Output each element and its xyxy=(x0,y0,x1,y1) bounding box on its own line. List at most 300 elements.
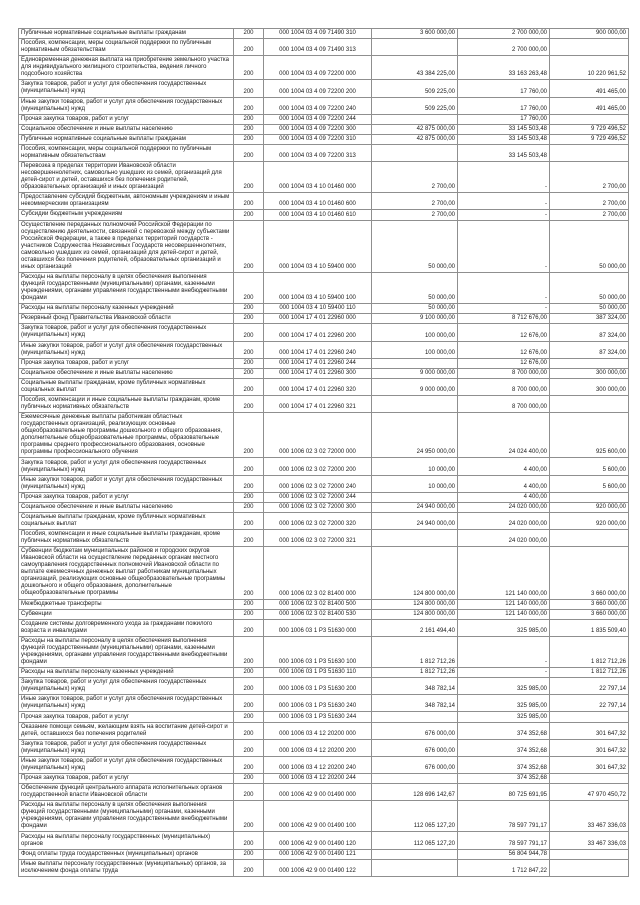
approved-amount-cell: 50 000,00 xyxy=(372,272,458,303)
approved-amount-cell xyxy=(372,492,458,502)
budget-code-cell: 000 1006 42 9 00 01490 122 xyxy=(264,859,372,876)
budget-code-cell: 000 1004 03 4 10 01460 000 xyxy=(264,162,372,193)
executed-amount-cell: 374 352,68 xyxy=(458,739,550,756)
budget-code-cell: 000 1006 03 4 12 20200 244 xyxy=(264,773,372,783)
expense-type-code-cell: 200 xyxy=(234,144,264,161)
expense-type-code-cell: 200 xyxy=(234,722,264,739)
row-name-cell: Перевозка в пределах территории Ивановской области несовершеннолетних, самовольно ушедших из семей, организаций для детей-сирот и детей, оставшихся без попечения родителей, образовательных организаций и иных организаций xyxy=(19,162,234,193)
unexecuted-amount-cell xyxy=(550,530,629,547)
expense-type-code-cell: 200 xyxy=(234,636,264,667)
table-row xyxy=(19,784,629,801)
table-row xyxy=(19,80,629,97)
table-row xyxy=(19,636,629,667)
unexecuted-amount-cell: 22 797,14 xyxy=(550,678,629,695)
table-row xyxy=(19,832,629,849)
row-name-cell: Осуществление переданных полномочий Российской Федерации по осуществлению деятельности, связанной с перевозкой между субъектами Российской Федерации, а также в пределах территорий государств - участников Содружества Независимых Государств несовершеннолетних, самовольно ушедших из семей, организаций для детей-сирот и детей, оставшихся без попечения родителей, образовательных организаций и иных организаций xyxy=(19,220,234,272)
unexecuted-amount-cell: 2 700,00 xyxy=(550,210,629,220)
expense-type-code-cell: 200 xyxy=(234,695,264,712)
unexecuted-amount-cell: 301 647,32 xyxy=(550,739,629,756)
unexecuted-amount-cell: 50 000,00 xyxy=(550,304,629,314)
approved-amount-cell xyxy=(372,712,458,722)
budget-code-cell: 000 1004 17 4 01 22960 320 xyxy=(264,378,372,395)
row-name-cell: Прочая закупка товаров, работ и услуг xyxy=(19,114,234,124)
approved-amount-cell: 2 700,00 xyxy=(372,162,458,193)
approved-amount-cell: 509 225,00 xyxy=(372,80,458,97)
row-name-cell: Социальное обеспечение и иные выплаты населению xyxy=(19,368,234,378)
executed-amount-cell: 2 700 000,00 xyxy=(458,29,550,39)
budget-code-cell: 000 1006 03 1 P3 51630 244 xyxy=(264,712,372,722)
table-row xyxy=(19,756,629,773)
unexecuted-amount-cell: 300 000,00 xyxy=(550,368,629,378)
expense-type-code-cell: 200 xyxy=(234,378,264,395)
table-row xyxy=(19,801,629,832)
unexecuted-amount-cell xyxy=(550,859,629,876)
unexecuted-amount-cell: 9 729 496,52 xyxy=(550,134,629,144)
budget-code-cell: 000 1004 03 4 10 01460 600 xyxy=(264,193,372,210)
expense-type-code-cell: 200 xyxy=(234,413,264,458)
approved-amount-cell: 128 696 142,67 xyxy=(372,784,458,801)
approved-amount-cell: 9 000 000,00 xyxy=(372,378,458,395)
executed-amount-cell: 121 140 000,00 xyxy=(458,547,550,599)
expense-type-code-cell: 200 xyxy=(234,773,264,783)
executed-amount-cell: - xyxy=(458,210,550,220)
row-name-cell: Пособия, компенсации и иные социальные выплаты гражданам, кроме публичных нормативных обязательств xyxy=(19,395,234,412)
table-row xyxy=(19,29,629,39)
budget-code-cell: 000 1006 03 1 P3 51630 000 xyxy=(264,619,372,636)
approved-amount-cell: 676 000,00 xyxy=(372,722,458,739)
table-row xyxy=(19,773,629,783)
row-name-cell: Социальное обеспечение и иные выплаты населению xyxy=(19,502,234,512)
budget-code-cell: 000 1004 03 4 09 72200 000 xyxy=(264,56,372,80)
row-name-cell: Субвенции xyxy=(19,609,234,619)
table-row xyxy=(19,134,629,144)
table-row xyxy=(19,712,629,722)
budget-code-cell: 000 1004 03 4 10 59400 100 xyxy=(264,272,372,303)
row-name-cell: Закупка товаров, работ и услуг для обеспечения государственных (муниципальных) нужд xyxy=(19,458,234,475)
budget-code-cell: 000 1004 03 4 09 72200 240 xyxy=(264,97,372,114)
budget-code-cell: 000 1006 02 3 02 81400 500 xyxy=(264,599,372,609)
table-row xyxy=(19,609,629,619)
approved-amount-cell: 676 000,00 xyxy=(372,739,458,756)
budget-code-cell: 000 1004 17 4 01 22960 000 xyxy=(264,314,372,324)
executed-amount-cell: 24 024 400,00 xyxy=(458,413,550,458)
budget-code-cell: 000 1004 17 4 01 22960 300 xyxy=(264,368,372,378)
unexecuted-amount-cell: 33 467 336,03 xyxy=(550,832,629,849)
unexecuted-amount-cell xyxy=(550,395,629,412)
row-name-cell: Закупка товаров, работ и услуг для обеспечения государственных (муниципальных) нужд xyxy=(19,678,234,695)
approved-amount-cell: 1 812 712,26 xyxy=(372,636,458,667)
budget-code-cell: 000 1006 03 1 P3 51630 200 xyxy=(264,678,372,695)
executed-amount-cell: 374 352,68 xyxy=(458,756,550,773)
table-row xyxy=(19,512,629,529)
approved-amount-cell: 2 700,00 xyxy=(372,210,458,220)
expense-type-code-cell: 200 xyxy=(234,39,264,56)
unexecuted-amount-cell: 3 660 000,00 xyxy=(550,547,629,599)
approved-amount-cell: 112 065 127,20 xyxy=(372,801,458,832)
approved-amount-cell: 9 000 000,00 xyxy=(372,368,458,378)
table-row xyxy=(19,304,629,314)
table-row xyxy=(19,56,629,80)
executed-amount-cell: 12 676,00 xyxy=(458,358,550,368)
budget-code-cell: 000 1006 03 1 P3 51630 240 xyxy=(264,695,372,712)
table-row xyxy=(19,458,629,475)
row-name-cell: Субвенции бюджетам муниципальных районов и городских округов Ивановской области на осуществление переданных органам местного самоуправления государственных полномочий Ивановской области по выплате ежемесячных денежных выплат работникам муниципальных организаций, реализующих основные общеобразовательные программы дошкольного и общего образования, дополнительные общеобразовательные программы xyxy=(19,547,234,599)
table-row xyxy=(19,547,629,599)
budget-code-cell: 000 1004 03 4 09 72200 200 xyxy=(264,80,372,97)
executed-amount-cell: 8 700 000,00 xyxy=(458,395,550,412)
unexecuted-amount-cell xyxy=(550,849,629,859)
expense-type-code-cell: 200 xyxy=(234,341,264,358)
unexecuted-amount-cell: 301 647,32 xyxy=(550,722,629,739)
budget-code-cell: 000 1006 02 3 02 72000 321 xyxy=(264,530,372,547)
approved-amount-cell: 24 950 000,00 xyxy=(372,413,458,458)
expense-type-code-cell: 200 xyxy=(234,97,264,114)
unexecuted-amount-cell: 900 000,00 xyxy=(550,29,629,39)
executed-amount-cell: - xyxy=(458,272,550,303)
budget-table xyxy=(18,28,629,877)
approved-amount-cell: 1 812 712,26 xyxy=(372,668,458,678)
row-name-cell: Прочая закупка товаров, работ и услуг xyxy=(19,773,234,783)
row-name-cell: Расходы на выплаты персоналу казенных учреждений xyxy=(19,668,234,678)
expense-type-code-cell: 200 xyxy=(234,324,264,341)
expense-type-code-cell: 200 xyxy=(234,29,264,39)
row-name-cell: Ежемесячные денежные выплаты работникам областных государственных организаций, реализующих основные общеобразовательные программы дошкольного и общего образования, дополнительные общеобразовательные программы, образовательные программы среднего профессионального образования, основные программы профессионального обучения xyxy=(19,413,234,458)
executed-amount-cell: 325 985,00 xyxy=(458,619,550,636)
budget-code-cell: 000 1006 02 3 02 81400 000 xyxy=(264,547,372,599)
approved-amount-cell: 100 000,00 xyxy=(372,341,458,358)
executed-amount-cell: 56 804 944,78 xyxy=(458,849,550,859)
expense-type-code-cell: 200 xyxy=(234,475,264,492)
row-name-cell: Расходы на выплаты персоналу в целях обеспечения выполнения функций государственными (муниципальными) органами, казенными учреждениями, органами управления государственными внебюджетными фондами xyxy=(19,636,234,667)
expense-type-code-cell: 200 xyxy=(234,134,264,144)
table-row xyxy=(19,314,629,324)
budget-code-cell: 000 1006 03 4 12 20200 200 xyxy=(264,739,372,756)
table-row xyxy=(19,739,629,756)
approved-amount-cell: 348 782,14 xyxy=(372,678,458,695)
budget-code-cell: 000 1004 03 4 09 72200 244 xyxy=(264,114,372,124)
table-row xyxy=(19,272,629,303)
approved-amount-cell: 509 225,00 xyxy=(372,97,458,114)
row-name-cell: Резервный фонд Правительства Ивановской области xyxy=(19,314,234,324)
table-row xyxy=(19,341,629,358)
row-name-cell: Прочая закупка товаров, работ и услуг xyxy=(19,358,234,368)
row-name-cell: Социальное обеспечение и иные выплаты населению xyxy=(19,124,234,134)
budget-code-cell: 000 1006 02 3 02 72000 300 xyxy=(264,502,372,512)
approved-amount-cell: 124 800 000,00 xyxy=(372,547,458,599)
budget-code-cell: 000 1006 02 3 02 72000 244 xyxy=(264,492,372,502)
table-row xyxy=(19,114,629,124)
executed-amount-cell: 2 700 000,00 xyxy=(458,39,550,56)
budget-code-cell: 000 1004 03 4 09 72200 313 xyxy=(264,144,372,161)
approved-amount-cell: 676 000,00 xyxy=(372,756,458,773)
expense-type-code-cell: 200 xyxy=(234,395,264,412)
table-row xyxy=(19,475,629,492)
budget-code-cell: 000 1006 42 9 00 01490 120 xyxy=(264,832,372,849)
row-name-cell: Расходы на выплаты персоналу государственных (муниципальных) органов xyxy=(19,832,234,849)
expense-type-code-cell: 200 xyxy=(234,547,264,599)
unexecuted-amount-cell: 50 000,00 xyxy=(550,220,629,272)
executed-amount-cell: 4 400,00 xyxy=(458,475,550,492)
executed-amount-cell: - xyxy=(458,193,550,210)
unexecuted-amount-cell: 1 812 712,26 xyxy=(550,636,629,667)
unexecuted-amount-cell: 47 970 450,72 xyxy=(550,784,629,801)
budget-code-cell: 000 1004 03 4 09 72200 310 xyxy=(264,134,372,144)
budget-code-cell: 000 1006 42 9 00 01490 100 xyxy=(264,801,372,832)
row-name-cell: Прочая закупка товаров, работ и услуг xyxy=(19,492,234,502)
expense-type-code-cell: 200 xyxy=(234,859,264,876)
row-name-cell: Иные закупки товаров, работ и услуг для обеспечения государственных (муниципальных) нужд xyxy=(19,97,234,114)
executed-amount-cell: - xyxy=(458,220,550,272)
unexecuted-amount-cell: 10 220 961,52 xyxy=(550,56,629,80)
executed-amount-cell: 33 163 263,48 xyxy=(458,56,550,80)
expense-type-code-cell: 200 xyxy=(234,599,264,609)
executed-amount-cell: - xyxy=(458,162,550,193)
unexecuted-amount-cell: 87 324,00 xyxy=(550,324,629,341)
expense-type-code-cell: 200 xyxy=(234,512,264,529)
row-name-cell: Иные закупки товаров, работ и услуг для обеспечения государственных (муниципальных) нужд xyxy=(19,475,234,492)
expense-type-code-cell: 200 xyxy=(234,272,264,303)
budget-code-cell: 000 1004 03 4 10 59400 110 xyxy=(264,304,372,314)
table-row xyxy=(19,162,629,193)
expense-type-code-cell: 200 xyxy=(234,304,264,314)
table-row xyxy=(19,124,629,134)
approved-amount-cell xyxy=(372,395,458,412)
executed-amount-cell: 325 985,00 xyxy=(458,695,550,712)
approved-amount-cell xyxy=(372,773,458,783)
expense-type-code-cell: 200 xyxy=(234,668,264,678)
executed-amount-cell: 17 760,00 xyxy=(458,80,550,97)
row-name-cell: Предоставление субсидий бюджетным, автономным учреждениям и иным некоммерческим организациям xyxy=(19,193,234,210)
expense-type-code-cell: 200 xyxy=(234,368,264,378)
row-name-cell: Оказание помощи семьям, желающим взять на воспитание детей-сирот и детей, оставшихся без попечения родителей xyxy=(19,722,234,739)
executed-amount-cell: 8 700 000,00 xyxy=(458,368,550,378)
budget-code-cell: 000 1006 02 3 02 72000 240 xyxy=(264,475,372,492)
expense-type-code-cell: 200 xyxy=(234,619,264,636)
row-name-cell: Социальные выплаты гражданам, кроме публичных нормативных социальных выплат xyxy=(19,512,234,529)
approved-amount-cell: 2 161 494,40 xyxy=(372,619,458,636)
table-row xyxy=(19,378,629,395)
budget-code-cell: 000 1004 03 4 10 59400 000 xyxy=(264,220,372,272)
row-name-cell: Расходы на выплаты персоналу казенных учреждений xyxy=(19,304,234,314)
table-row xyxy=(19,492,629,502)
table-row xyxy=(19,668,629,678)
expense-type-code-cell: 200 xyxy=(234,849,264,859)
row-name-cell: Фонд оплаты труда государственных (муниципальных) органов xyxy=(19,849,234,859)
table-row xyxy=(19,368,629,378)
row-name-cell: Пособия, компенсации, меры социальной поддержки по публичным нормативным обязательствам xyxy=(19,144,234,161)
executed-amount-cell: 12 676,00 xyxy=(458,324,550,341)
table-row xyxy=(19,193,629,210)
row-name-cell: Расходы на выплаты персоналу в целях обеспечения выполнения функций государственными (муниципальными) органами, казенными учреждениями, органами управления государственными внебюджетными фондами xyxy=(19,272,234,303)
unexecuted-amount-cell: 22 797,14 xyxy=(550,695,629,712)
row-name-cell: Публичные нормативные социальные выплаты гражданам xyxy=(19,29,234,39)
approved-amount-cell xyxy=(372,530,458,547)
budget-code-cell: 000 1006 03 4 12 20200 000 xyxy=(264,722,372,739)
budget-code-cell: 000 1004 17 4 01 22960 244 xyxy=(264,358,372,368)
approved-amount-cell xyxy=(372,849,458,859)
row-name-cell: Субсидии бюджетным учреждениям xyxy=(19,210,234,220)
executed-amount-cell: 1 712 847,22 xyxy=(458,859,550,876)
table-row xyxy=(19,97,629,114)
row-name-cell: Закупка товаров, работ и услуг для обеспечения государственных (муниципальных) нужд xyxy=(19,739,234,756)
table-row xyxy=(19,530,629,547)
executed-amount-cell: 78 597 791,17 xyxy=(458,832,550,849)
budget-code-cell: 000 1006 42 9 00 01490 000 xyxy=(264,784,372,801)
budget-code-cell: 000 1006 03 1 P3 51630 100 xyxy=(264,636,372,667)
expense-type-code-cell: 200 xyxy=(234,80,264,97)
approved-amount-cell: 2 700,00 xyxy=(372,193,458,210)
executed-amount-cell: 78 597 791,17 xyxy=(458,801,550,832)
budget-code-cell: 000 1006 02 3 02 72000 200 xyxy=(264,458,372,475)
table-row xyxy=(19,220,629,272)
budget-code-cell: 000 1004 03 4 09 72200 300 xyxy=(264,124,372,134)
table-row xyxy=(19,144,629,161)
expense-type-code-cell: 200 xyxy=(234,458,264,475)
unexecuted-amount-cell xyxy=(550,114,629,124)
budget-code-cell: 000 1006 02 3 02 72000 320 xyxy=(264,512,372,529)
unexecuted-amount-cell: 920 000,00 xyxy=(550,512,629,529)
expense-type-code-cell: 200 xyxy=(234,220,264,272)
executed-amount-cell: 33 145 503,48 xyxy=(458,124,550,134)
executed-amount-cell: 121 140 000,00 xyxy=(458,609,550,619)
approved-amount-cell xyxy=(372,114,458,124)
expense-type-code-cell: 200 xyxy=(234,124,264,134)
row-name-cell: Обеспечение функций центрального аппарата исполнительных органов государственной власти Ивановской области xyxy=(19,784,234,801)
approved-amount-cell: 42 875 000,00 xyxy=(372,134,458,144)
budget-code-cell: 000 1004 03 4 09 71490 310 xyxy=(264,29,372,39)
approved-amount-cell: 50 000,00 xyxy=(372,220,458,272)
executed-amount-cell: 4 400,00 xyxy=(458,492,550,502)
table-row xyxy=(19,695,629,712)
unexecuted-amount-cell: 920 000,00 xyxy=(550,502,629,512)
unexecuted-amount-cell: 50 000,00 xyxy=(550,272,629,303)
table-row xyxy=(19,859,629,876)
unexecuted-amount-cell: 300 000,00 xyxy=(550,378,629,395)
expense-type-code-cell: 200 xyxy=(234,678,264,695)
budget-code-cell: 000 1006 03 4 12 20200 240 xyxy=(264,756,372,773)
unexecuted-amount-cell: 387 324,00 xyxy=(550,314,629,324)
expense-type-code-cell: 200 xyxy=(234,210,264,220)
unexecuted-amount-cell: 491 465,00 xyxy=(550,97,629,114)
approved-amount-cell xyxy=(372,144,458,161)
unexecuted-amount-cell xyxy=(550,492,629,502)
executed-amount-cell: 80 725 691,95 xyxy=(458,784,550,801)
expense-type-code-cell: 200 xyxy=(234,712,264,722)
executed-amount-cell: 325 985,00 xyxy=(458,712,550,722)
row-name-cell: Публичные нормативные социальные выплаты гражданам xyxy=(19,134,234,144)
budget-code-cell: 000 1004 17 4 01 22960 200 xyxy=(264,324,372,341)
approved-amount-cell: 348 782,14 xyxy=(372,695,458,712)
executed-amount-cell: 17 760,00 xyxy=(458,114,550,124)
unexecuted-amount-cell: 33 467 336,03 xyxy=(550,801,629,832)
unexecuted-amount-cell xyxy=(550,773,629,783)
expense-type-code-cell: 200 xyxy=(234,56,264,80)
budget-table-body xyxy=(19,29,629,877)
executed-amount-cell: - xyxy=(458,668,550,678)
unexecuted-amount-cell: 925 600,00 xyxy=(550,413,629,458)
expense-type-code-cell: 200 xyxy=(234,530,264,547)
executed-amount-cell: 33 145 503,48 xyxy=(458,134,550,144)
row-name-cell: Закупка товаров, работ и услуг для обеспечения государственных (муниципальных) нужд xyxy=(19,324,234,341)
approved-amount-cell: 3 600 000,00 xyxy=(372,29,458,39)
table-row xyxy=(19,39,629,56)
executed-amount-cell: 33 145 503,48 xyxy=(458,144,550,161)
unexecuted-amount-cell: 5 600,00 xyxy=(550,458,629,475)
approved-amount-cell: 10 000,00 xyxy=(372,458,458,475)
row-name-cell: Закупка товаров, работ и услуг для обеспечения государственных (муниципальных) нужд xyxy=(19,80,234,97)
approved-amount-cell xyxy=(372,859,458,876)
approved-amount-cell: 9 100 000,00 xyxy=(372,314,458,324)
unexecuted-amount-cell: 1 835 509,40 xyxy=(550,619,629,636)
row-name-cell: Единовременная денежная выплата на приобретение земельного участка для индивидуального жилищного строительства, ведения личного подсобного хозяйства xyxy=(19,56,234,80)
executed-amount-cell: 24 020 000,00 xyxy=(458,530,550,547)
budget-code-cell: 000 1006 02 3 02 72000 000 xyxy=(264,413,372,458)
executed-amount-cell: 24 020 000,00 xyxy=(458,502,550,512)
row-name-cell: Иные закупки товаров, работ и услуг для обеспечения государственных (муниципальных) нужд xyxy=(19,756,234,773)
executed-amount-cell: 17 760,00 xyxy=(458,97,550,114)
row-name-cell: Расходы на выплаты персоналу в целях обеспечения выполнения функций государственными (муниципальными) органами, казенными учреждениями, органами управления государственными внебюджетными фондами xyxy=(19,801,234,832)
expense-type-code-cell: 200 xyxy=(234,358,264,368)
table-row xyxy=(19,619,629,636)
row-name-cell: Пособия, компенсации и иные социальные выплаты гражданам, кроме публичных нормативных обязательств xyxy=(19,530,234,547)
unexecuted-amount-cell xyxy=(550,144,629,161)
unexecuted-amount-cell xyxy=(550,39,629,56)
approved-amount-cell: 42 875 000,00 xyxy=(372,124,458,134)
executed-amount-cell: 4 400,00 xyxy=(458,458,550,475)
row-name-cell: Создание системы долговременного ухода за гражданами пожилого возраста и инвалидами xyxy=(19,619,234,636)
unexecuted-amount-cell: 9 729 496,52 xyxy=(550,124,629,134)
unexecuted-amount-cell: 2 700,00 xyxy=(550,162,629,193)
expense-type-code-cell: 200 xyxy=(234,114,264,124)
expense-type-code-cell: 200 xyxy=(234,314,264,324)
unexecuted-amount-cell: 5 600,00 xyxy=(550,475,629,492)
unexecuted-amount-cell: 2 700,00 xyxy=(550,193,629,210)
table-row xyxy=(19,849,629,859)
budget-code-cell: 000 1004 03 4 10 01460 610 xyxy=(264,210,372,220)
executed-amount-cell: 374 352,68 xyxy=(458,722,550,739)
expense-type-code-cell: 200 xyxy=(234,801,264,832)
expense-type-code-cell: 200 xyxy=(234,784,264,801)
approved-amount-cell: 43 384 225,00 xyxy=(372,56,458,80)
unexecuted-amount-cell: 1 812 712,26 xyxy=(550,668,629,678)
expense-type-code-cell: 200 xyxy=(234,492,264,502)
row-name-cell: Иные закупки товаров, работ и услуг для обеспечения государственных (муниципальных) нужд xyxy=(19,695,234,712)
budget-code-cell: 000 1006 02 3 02 81400 530 xyxy=(264,609,372,619)
executed-amount-cell: 12 676,00 xyxy=(458,341,550,358)
executed-amount-cell: 24 020 000,00 xyxy=(458,512,550,529)
table-row xyxy=(19,413,629,458)
unexecuted-amount-cell: 3 660 000,00 xyxy=(550,599,629,609)
row-name-cell: Пособия, компенсации, меры социальной поддержки по публичным нормативным обязательствам xyxy=(19,39,234,56)
budget-code-cell: 000 1006 42 9 00 01490 121 xyxy=(264,849,372,859)
budget-code-cell: 000 1006 03 1 P3 51630 110 xyxy=(264,668,372,678)
expense-type-code-cell: 200 xyxy=(234,609,264,619)
table-row xyxy=(19,599,629,609)
executed-amount-cell: 325 985,00 xyxy=(458,678,550,695)
table-row xyxy=(19,722,629,739)
row-name-cell: Иные закупки товаров, работ и услуг для обеспечения государственных (муниципальных) нужд xyxy=(19,341,234,358)
executed-amount-cell: 374 352,68 xyxy=(458,773,550,783)
expense-type-code-cell: 200 xyxy=(234,193,264,210)
expense-type-code-cell: 200 xyxy=(234,832,264,849)
approved-amount-cell: 112 065 127,20 xyxy=(372,832,458,849)
table-row xyxy=(19,502,629,512)
approved-amount-cell: 124 800 000,00 xyxy=(372,599,458,609)
unexecuted-amount-cell xyxy=(550,712,629,722)
approved-amount-cell: 24 940 000,00 xyxy=(372,502,458,512)
row-name-cell: Межбюджетные трансферты xyxy=(19,599,234,609)
approved-amount-cell: 10 000,00 xyxy=(372,475,458,492)
